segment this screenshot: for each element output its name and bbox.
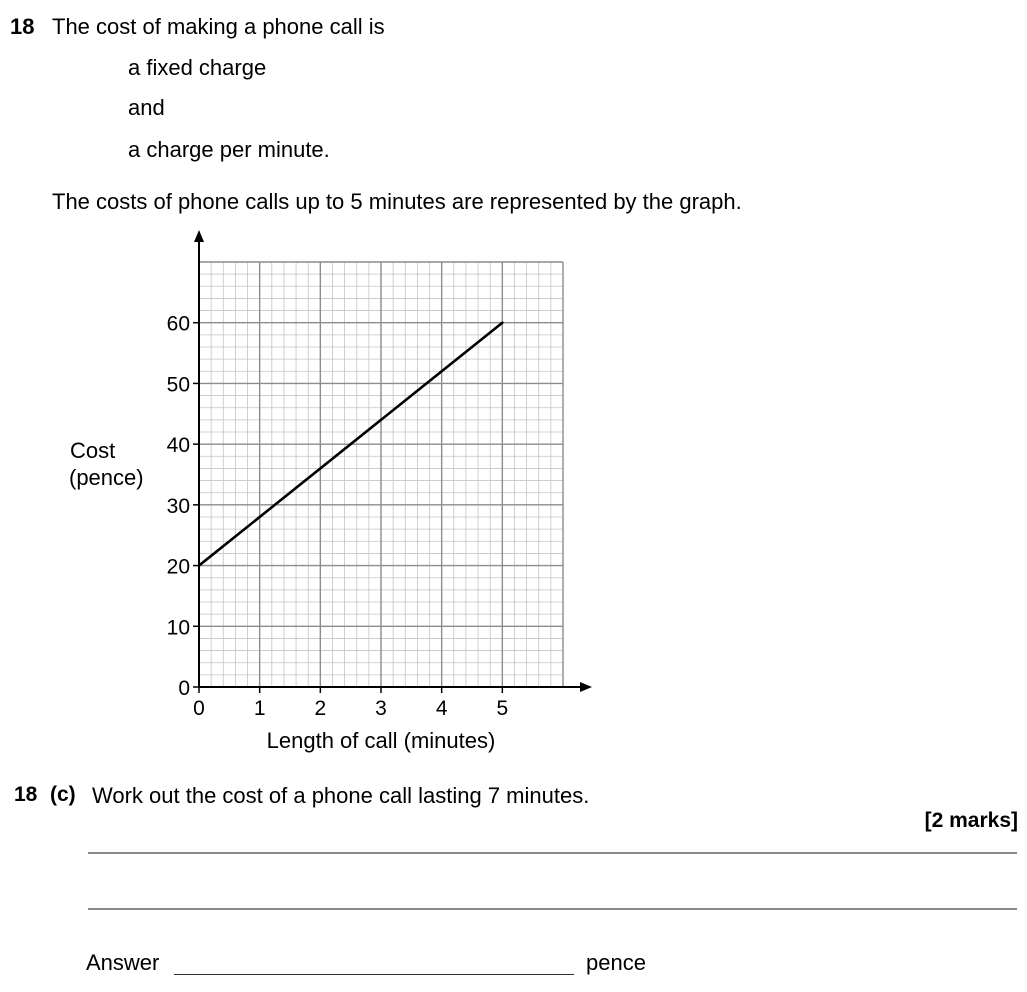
- answer-label: Answer: [86, 950, 160, 975]
- x-axis-label: Length of call (minutes): [266, 728, 496, 753]
- x-tick-label: 3: [375, 697, 387, 720]
- y-axis-label-line1: Cost: [70, 438, 116, 463]
- axis-ticks: [193, 323, 502, 693]
- working-line-2[interactable]: [88, 908, 1017, 910]
- marks-label: [2 marks]: [924, 809, 1018, 832]
- working-line-1[interactable]: [88, 852, 1017, 854]
- y-tick-label: 0: [178, 677, 190, 700]
- y-axis-arrow-icon: [194, 230, 204, 242]
- x-tick-label: 5: [496, 697, 509, 720]
- y-tick-label: 50: [166, 373, 190, 397]
- y-axis-label-line2: (pence): [69, 465, 144, 490]
- question-stem: The cost of making a phone call is: [52, 14, 385, 39]
- x-tick-label: 0: [193, 697, 205, 720]
- question-number: 18: [10, 14, 35, 39]
- y-tick-label: 30: [166, 494, 190, 518]
- axis-tick-labels: [167, 313, 509, 720]
- y-tick-label: 60: [166, 312, 190, 336]
- x-tick-label: 1: [253, 697, 266, 720]
- condition-per-minute: a charge per minute.: [128, 137, 330, 162]
- condition-and: and: [128, 95, 165, 120]
- condition-fixed-charge: a fixed charge: [128, 55, 267, 80]
- part-question-number: 18: [14, 783, 38, 806]
- answer-input-line[interactable]: [174, 974, 574, 975]
- y-tick-label: 40: [166, 434, 190, 458]
- graph-intro-text: The costs of phone calls up to 5 minutes are represented by the graph.: [52, 189, 742, 214]
- answer-unit: pence: [586, 950, 646, 975]
- x-tick-label: 2: [314, 697, 327, 720]
- y-tick-label: 20: [166, 555, 190, 579]
- x-axis-arrow-icon: [580, 682, 592, 692]
- major-gridlines: [199, 262, 563, 687]
- y-tick-label: 10: [166, 616, 190, 640]
- part-question-text: Work out the cost of a phone call lasting 7 minutes.: [92, 783, 590, 808]
- x-tick-label: 4: [435, 697, 448, 720]
- part-label: (c): [50, 783, 76, 806]
